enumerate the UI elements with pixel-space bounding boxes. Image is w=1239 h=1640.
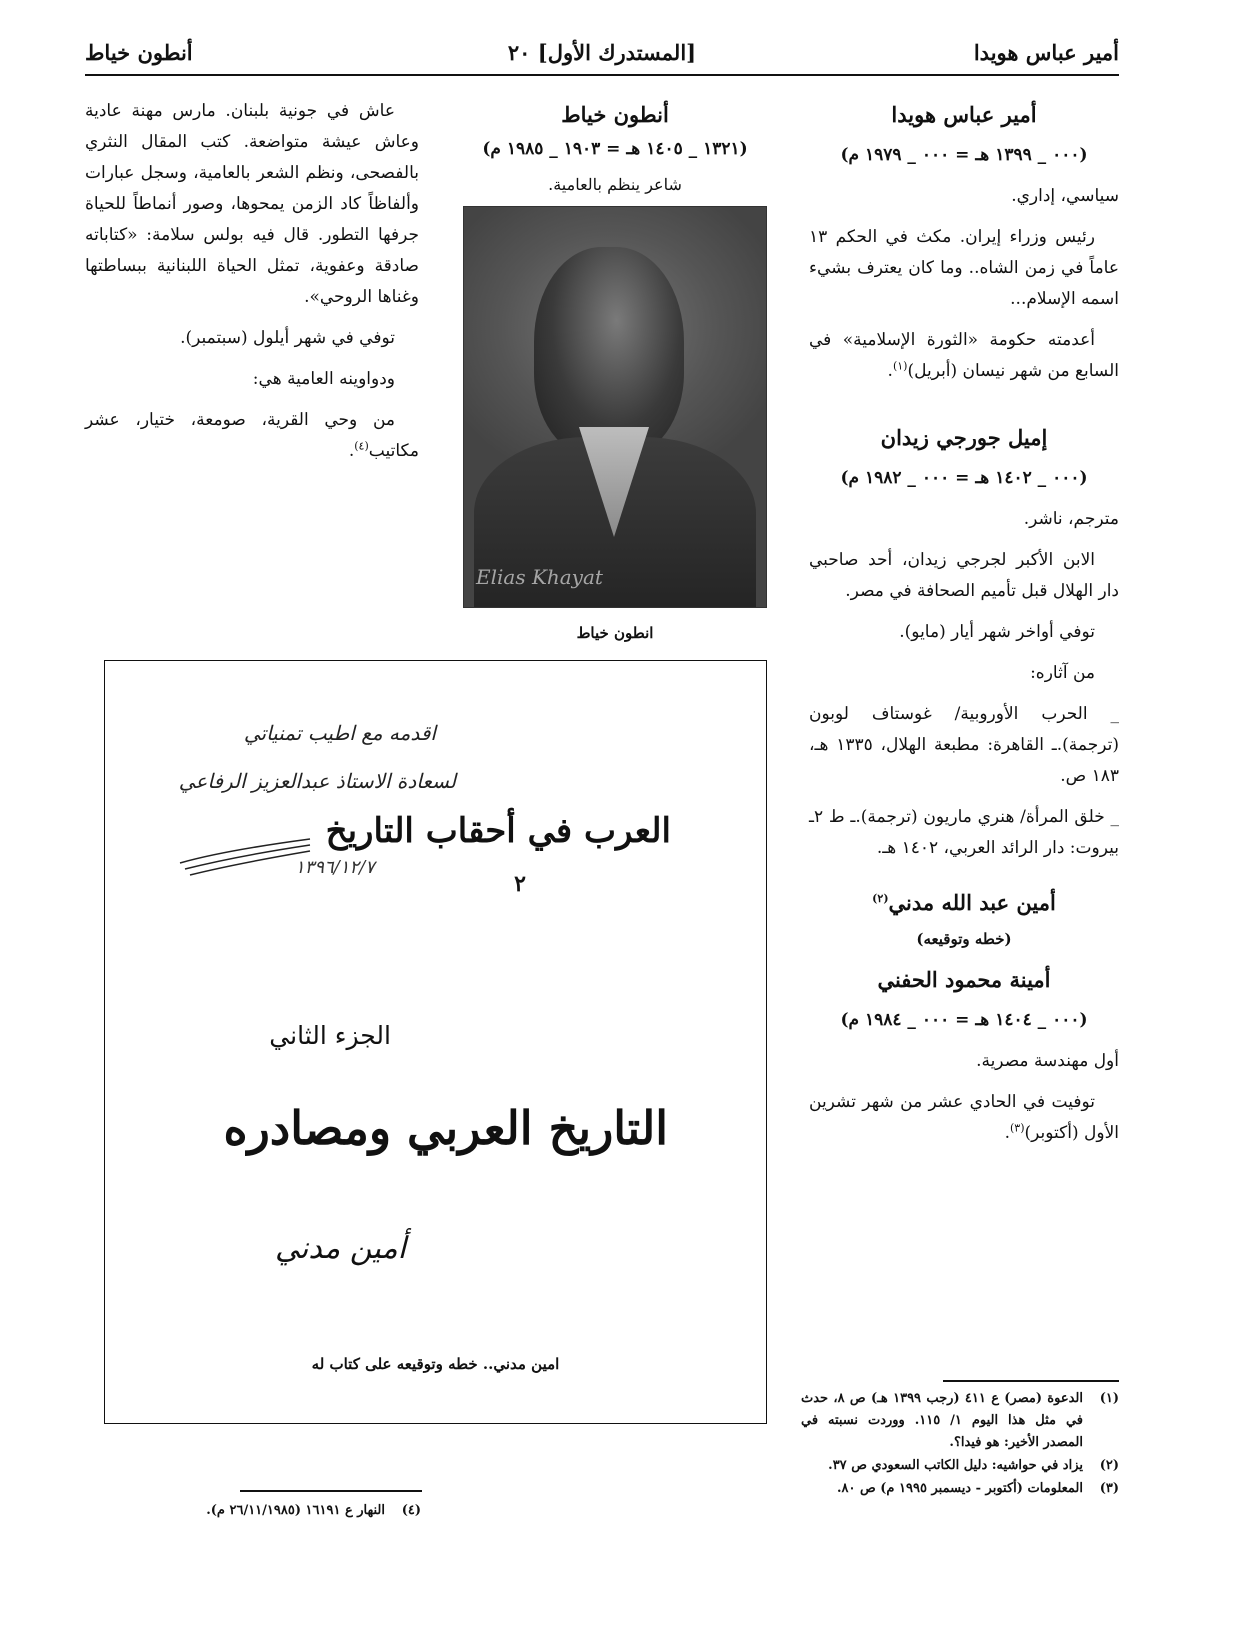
middle-column <box>462 96 768 649</box>
entry-text: أعدمته حكومة «الثورة الإسلامية» في السابع من شهر نيسان (أبريل) <box>809 330 1119 381</box>
book-main-title: التاريخ العربي ومصادره <box>223 1101 668 1155</box>
header-left: أنطون خياط <box>85 40 193 65</box>
entry-dates: (١٣٢١ _ ١٤٠٥ هـ = ١٩٠٣ _ ١٩٨٥ م) <box>482 139 748 159</box>
header-right: أمير عباس هويدا <box>973 40 1119 65</box>
entry-paragraph: عاش في جونية بلبنان. مارس مهنة عادية وعاش عيشة متواضعة. كتب المقال النثري بالفصحى، ونظم الشعر بالعامية، وسجل عبارات وألفاظاً كاد الزمن يمحوها، وصور أنماطاً للحياة جرفها التطور. قال فيه بولس سلامة: «كتاباته صادقة وعفوية، تمثل الحياة اللبنانية ببساطتها وغناها الروحي». <box>85 101 419 307</box>
footnote-text: النهار ع ١٦١٩١ (٢٦/١١/١٩٨٥ م). <box>206 1503 385 1518</box>
footnote-number: (٢) <box>1099 1458 1119 1473</box>
signature-strokes <box>175 833 315 883</box>
entry-dates: (٠٠٠ _ ١٣٩٩ هـ = ٠٠٠ _ ١٩٧٩ م) <box>840 145 1088 165</box>
footnote-number: (١) <box>1099 1391 1119 1406</box>
entry-role: أول مهندسة مصرية. <box>976 1051 1119 1071</box>
footnote <box>801 1388 1119 1454</box>
footnote-ref: (٤) <box>354 439 369 453</box>
entry-role: مترجم، ناشر. <box>1023 509 1119 529</box>
work-item: _ الحرب الأوروبية/ غوستاف لوبون (ترجمة).ـ القاهرة: مطبعة الهلال، ١٣٣٥ هـ، ١٨٣ ص. <box>809 704 1119 786</box>
entry-name: أمين عبد الله مدني <box>888 890 1056 915</box>
entry-paragraph: رئيس وزراء إيران. مكث في الحكم ١٣ عاماً في زمن الشاه.. وما كان يعترف بشيء اسمه الإسلام... <box>809 227 1119 309</box>
work-item: _ خلق المرأة/ هنري ماريون (ترجمة).ـ ط ٢ـ بيروت: دار الرائد العربي، ١٤٠٢ هـ. <box>809 807 1119 858</box>
footnote <box>801 1455 1119 1477</box>
entry-dates: (٠٠٠ _ ١٤٠٤ هـ = ٠٠٠ _ ١٩٨٤ م) <box>840 1010 1088 1030</box>
entry-paragraph: من وحي القرية، صومعة، ختيار، عشر مكاتيب$^{(٤)}$. <box>85 410 419 461</box>
entry-paragraph: توفي في شهر أيلول (سبتمبر). <box>180 328 395 348</box>
footnote-ref: (٢) <box>872 892 889 905</box>
footnote <box>121 1500 421 1522</box>
footnote-rule <box>240 1490 422 1492</box>
right-column <box>809 96 1119 1159</box>
header-center: [المستدرك الأول] ٢٠ <box>507 40 697 65</box>
portrait-photo <box>463 206 767 608</box>
photo-signature: Elias Khayat <box>476 565 603 589</box>
entry-paragraph: ودواوينه العامية هي: <box>252 369 395 389</box>
footnote-ref: (٣) <box>1009 1121 1025 1135</box>
entry-paragraph: توفي أواخر شهر أيار (مايو). <box>899 622 1095 642</box>
entry-title: إميل جورجي زيدان <box>880 425 1048 450</box>
footnote-text: يزاد في حواشيه: دليل الكاتب السعودي ص ٣٧. <box>828 1458 1083 1473</box>
entry-role: شاعر ينظم بالعامية. <box>548 175 682 194</box>
running-header <box>85 36 1119 72</box>
entry-text: من وحي القرية، صومعة، ختيار، عشر مكاتيب <box>85 410 419 461</box>
entry-paragraph: من آثاره: <box>1030 663 1095 683</box>
entry-title: أمير عباس هويدا <box>891 102 1037 127</box>
photo-caption: انطون خياط <box>576 624 654 642</box>
entry-paragraph: أعدمته حكومة «الثورة الإسلامية» في السابع من شهر نيسان (أبريل)$^{(١)}$. <box>809 330 1119 381</box>
footnote-number: (٣) <box>1099 1481 1119 1496</box>
dedication-line: لسعادة الاستاذ عبدالعزيز الرفاعي <box>178 769 456 793</box>
footnote-rule <box>943 1380 1119 1382</box>
book-title: العرب في أحقاب التاريخ <box>325 811 671 851</box>
footnote <box>801 1478 1119 1500</box>
entry-title: أمينة محمود الحفني <box>877 967 1051 992</box>
left-column <box>85 96 419 477</box>
entry-title: أنطون خياط <box>561 102 669 127</box>
entry-title <box>809 888 1119 918</box>
book-author: أمين مدني <box>274 1231 406 1266</box>
entry-paragraph: الابن الأكبر لجرجي زيدان، أحد صاحبي دار الهلال قبل تأميم الصحافة في مصر. <box>809 550 1119 601</box>
book-volume: ٢ <box>514 871 526 897</box>
dedication-line: اقدمه مع اطيب تمنياتي <box>243 721 436 745</box>
entry-role: سياسي، إداري. <box>1011 186 1119 206</box>
footnote-text: الدعوة (مصر) ع ٤١١ (رجب ١٣٩٩ هـ) ص ٨، حدث في مثل هذا اليوم ١/ ١١٥. ووردت نسبته في المصدر الأخير: هو فيدا؟. <box>801 1391 1083 1450</box>
entry-text: توفيت في الحادي عشر من شهر تشرين الأول (أكتوبر) <box>809 1092 1119 1143</box>
footnote-ref: (١) <box>892 359 908 373</box>
footnote-text: المعلومات (أكتوبر - ديسمبر ١٩٩٥ م) ص ٨٠. <box>837 1481 1083 1496</box>
footnote-number: (٤) <box>401 1503 421 1518</box>
entry-subtitle: (خطه وتوقيعه) <box>916 930 1012 948</box>
book-part: الجزء الثاني <box>269 1021 391 1050</box>
dedication-date: ١٣٩٦/١٢/٧ <box>295 857 375 878</box>
footnotes <box>801 1388 1119 1501</box>
image-caption: امين مدني.. خطه وتوقيعه على كتاب له <box>311 1355 560 1373</box>
header-rule <box>85 74 1119 76</box>
entry-dates: (٠٠٠ _ ١٤٠٢ هـ = ٠٠٠ _ ١٩٨٢ م) <box>840 468 1088 488</box>
book-image <box>104 660 767 1424</box>
entry-paragraph: توفيت في الحادي عشر من شهر تشرين الأول (أكتوبر)$^{(٣)}$. <box>809 1092 1119 1143</box>
footnotes <box>121 1500 421 1523</box>
